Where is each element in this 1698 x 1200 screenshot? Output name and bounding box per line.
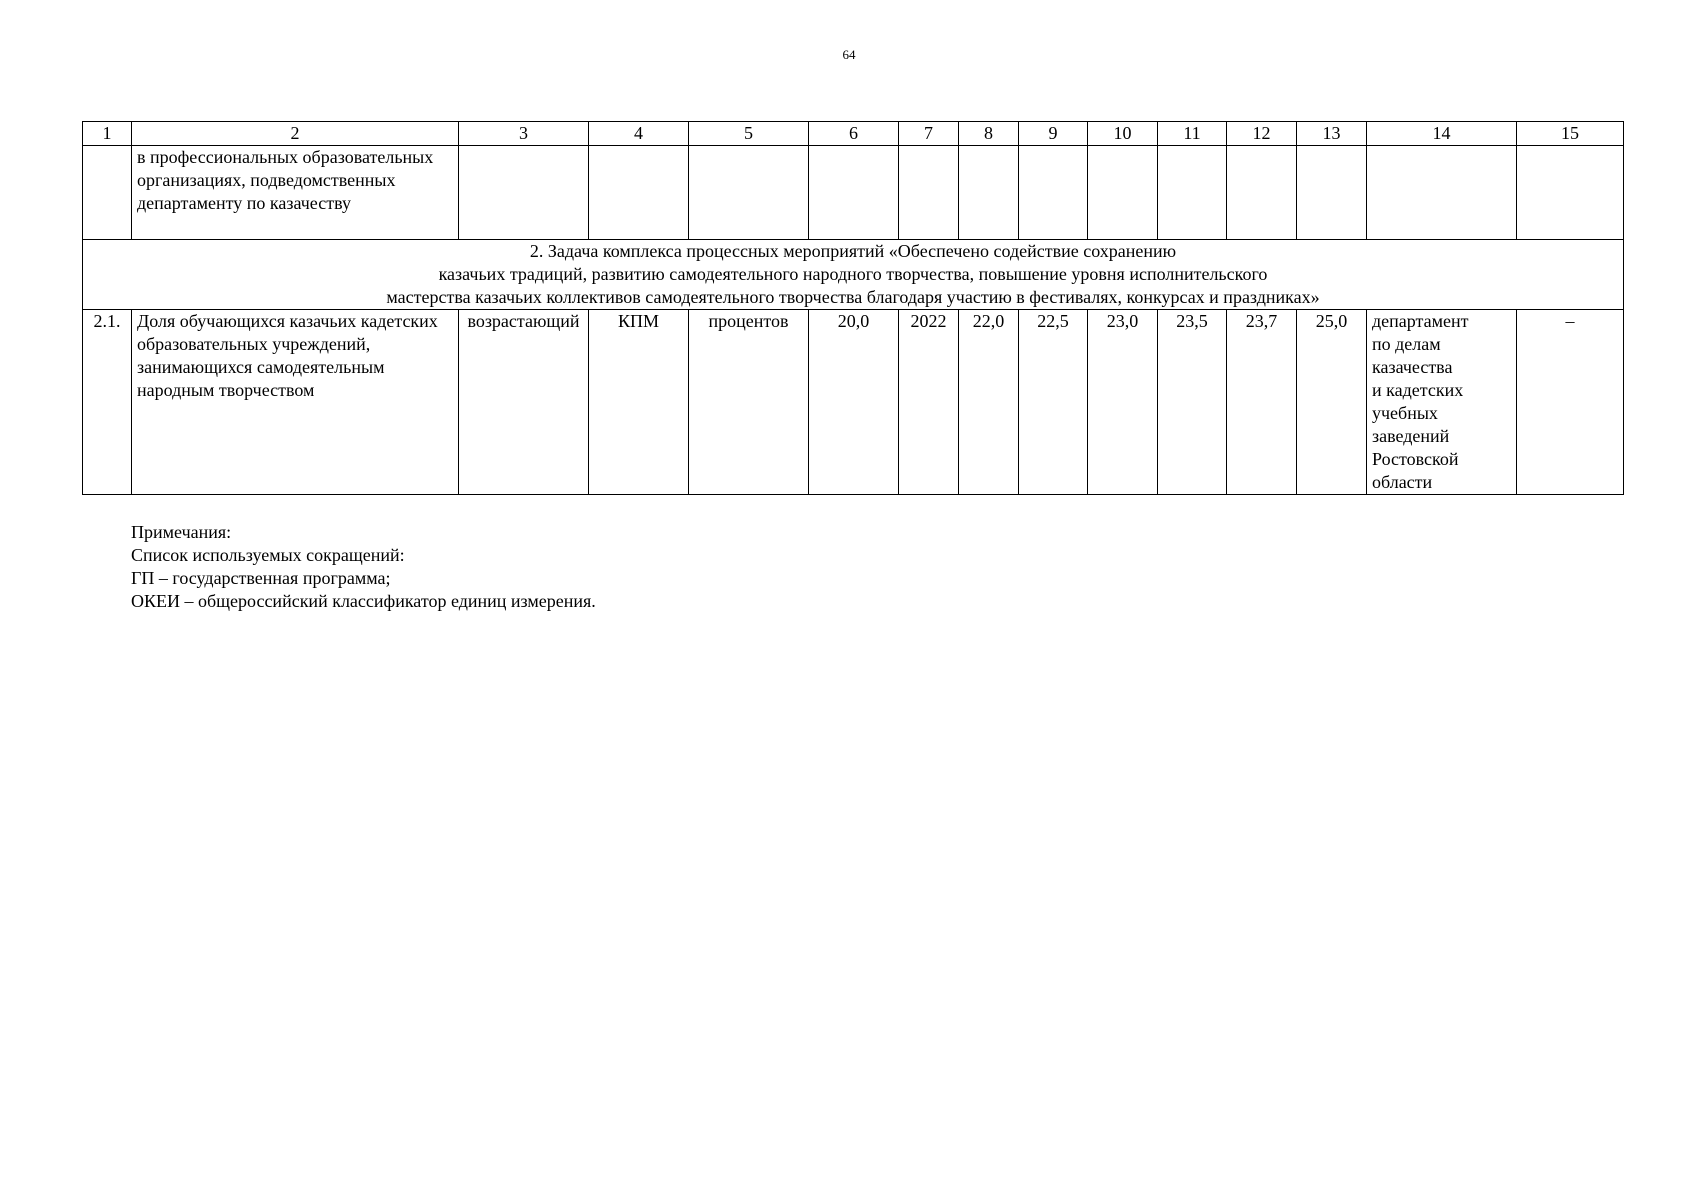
table-cell — [1158, 146, 1227, 240]
row-number-cell: 2.1. — [83, 310, 132, 495]
task-heading-row — [83, 240, 1624, 310]
task-heading-cell — [83, 240, 1624, 310]
responsible-line: и кадетских — [1372, 380, 1464, 400]
column-numbers-row — [83, 122, 1624, 146]
notes-line: ОКЕИ – общероссийский классификатор единиц измерения. — [131, 591, 596, 611]
task-heading-line: казачьих традиций, развитию самодеятельного народного творчества, повышение уровня исполнительского — [438, 264, 1268, 284]
column-header: 13 — [1297, 122, 1367, 146]
task-heading-line: 2. Задача комплекса процессных мероприятий «Обеспечено содействие сохранению — [529, 241, 1177, 261]
table-cell — [959, 146, 1019, 240]
responsible-cell — [1367, 310, 1517, 495]
table-cell — [1227, 146, 1297, 240]
indicator-name-cell: в профессиональных образовательных организациях, подведомственных департаменту по казачеству — [132, 146, 459, 240]
column-header: 9 — [1019, 122, 1088, 146]
link-cell: – — [1517, 310, 1624, 495]
column-header: 11 — [1158, 122, 1227, 146]
responsible-line: Ростовской — [1372, 449, 1459, 469]
unit-cell: процентов — [689, 310, 809, 495]
table-cell — [809, 146, 899, 240]
table-cell — [589, 146, 689, 240]
responsible-line: учебных — [1372, 403, 1438, 423]
base-value-cell: 20,0 — [809, 310, 899, 495]
responsible-line: по делам — [1372, 334, 1441, 354]
column-header: 8 — [959, 122, 1019, 146]
base-year-cell: 2022 — [899, 310, 959, 495]
value-cell: 22,5 — [1019, 310, 1088, 495]
responsible-line: департамент — [1372, 311, 1469, 331]
value-cell: 23,7 — [1227, 310, 1297, 495]
table-cell — [1088, 146, 1158, 240]
level-cell: КПМ — [589, 310, 689, 495]
value-cell: 22,0 — [959, 310, 1019, 495]
value-cell: 23,0 — [1088, 310, 1158, 495]
column-header: 15 — [1517, 122, 1624, 146]
table-cell — [1019, 146, 1088, 240]
column-header: 10 — [1088, 122, 1158, 146]
indicators-table — [82, 121, 1624, 495]
column-header: 5 — [689, 122, 809, 146]
column-header: 3 — [459, 122, 589, 146]
column-header: 12 — [1227, 122, 1297, 146]
column-header: 14 — [1367, 122, 1517, 146]
page-number: 64 — [842, 47, 856, 62]
value-cell: 25,0 — [1297, 310, 1367, 495]
table-cell — [83, 146, 132, 240]
column-header: 1 — [83, 122, 132, 146]
responsible-line: заведений — [1372, 426, 1450, 446]
table-cell — [1517, 146, 1624, 240]
table-cell — [899, 146, 959, 240]
table-cell — [1297, 146, 1367, 240]
column-header: 7 — [899, 122, 959, 146]
table-cell — [1367, 146, 1517, 240]
column-header: 6 — [809, 122, 899, 146]
trend-cell: возрастающий — [459, 310, 589, 495]
indicator-name-cell: Доля обучающихся казачьих кадетских образовательных учреждений, занимающихся самодеятельным народным творчеством — [132, 310, 459, 495]
column-header: 2 — [132, 122, 459, 146]
table-row — [83, 310, 1624, 495]
column-header: 4 — [589, 122, 689, 146]
notes-block — [131, 521, 596, 613]
notes-line: Список используемых сокращений: — [131, 545, 405, 565]
notes-line: ГП – государственная программа; — [131, 568, 391, 588]
responsible-line: области — [1372, 472, 1433, 492]
table-cell — [689, 146, 809, 240]
responsible-line: казачества — [1372, 357, 1453, 377]
table-cell — [459, 146, 589, 240]
task-heading-line: мастерства казачьих коллективов самодеятельного творчества благодаря участию в фестивалях, конкурсах и праздниках» — [386, 287, 1320, 307]
continuation-row — [83, 146, 1624, 240]
notes-title: Примечания: — [131, 522, 232, 542]
value-cell: 23,5 — [1158, 310, 1227, 495]
